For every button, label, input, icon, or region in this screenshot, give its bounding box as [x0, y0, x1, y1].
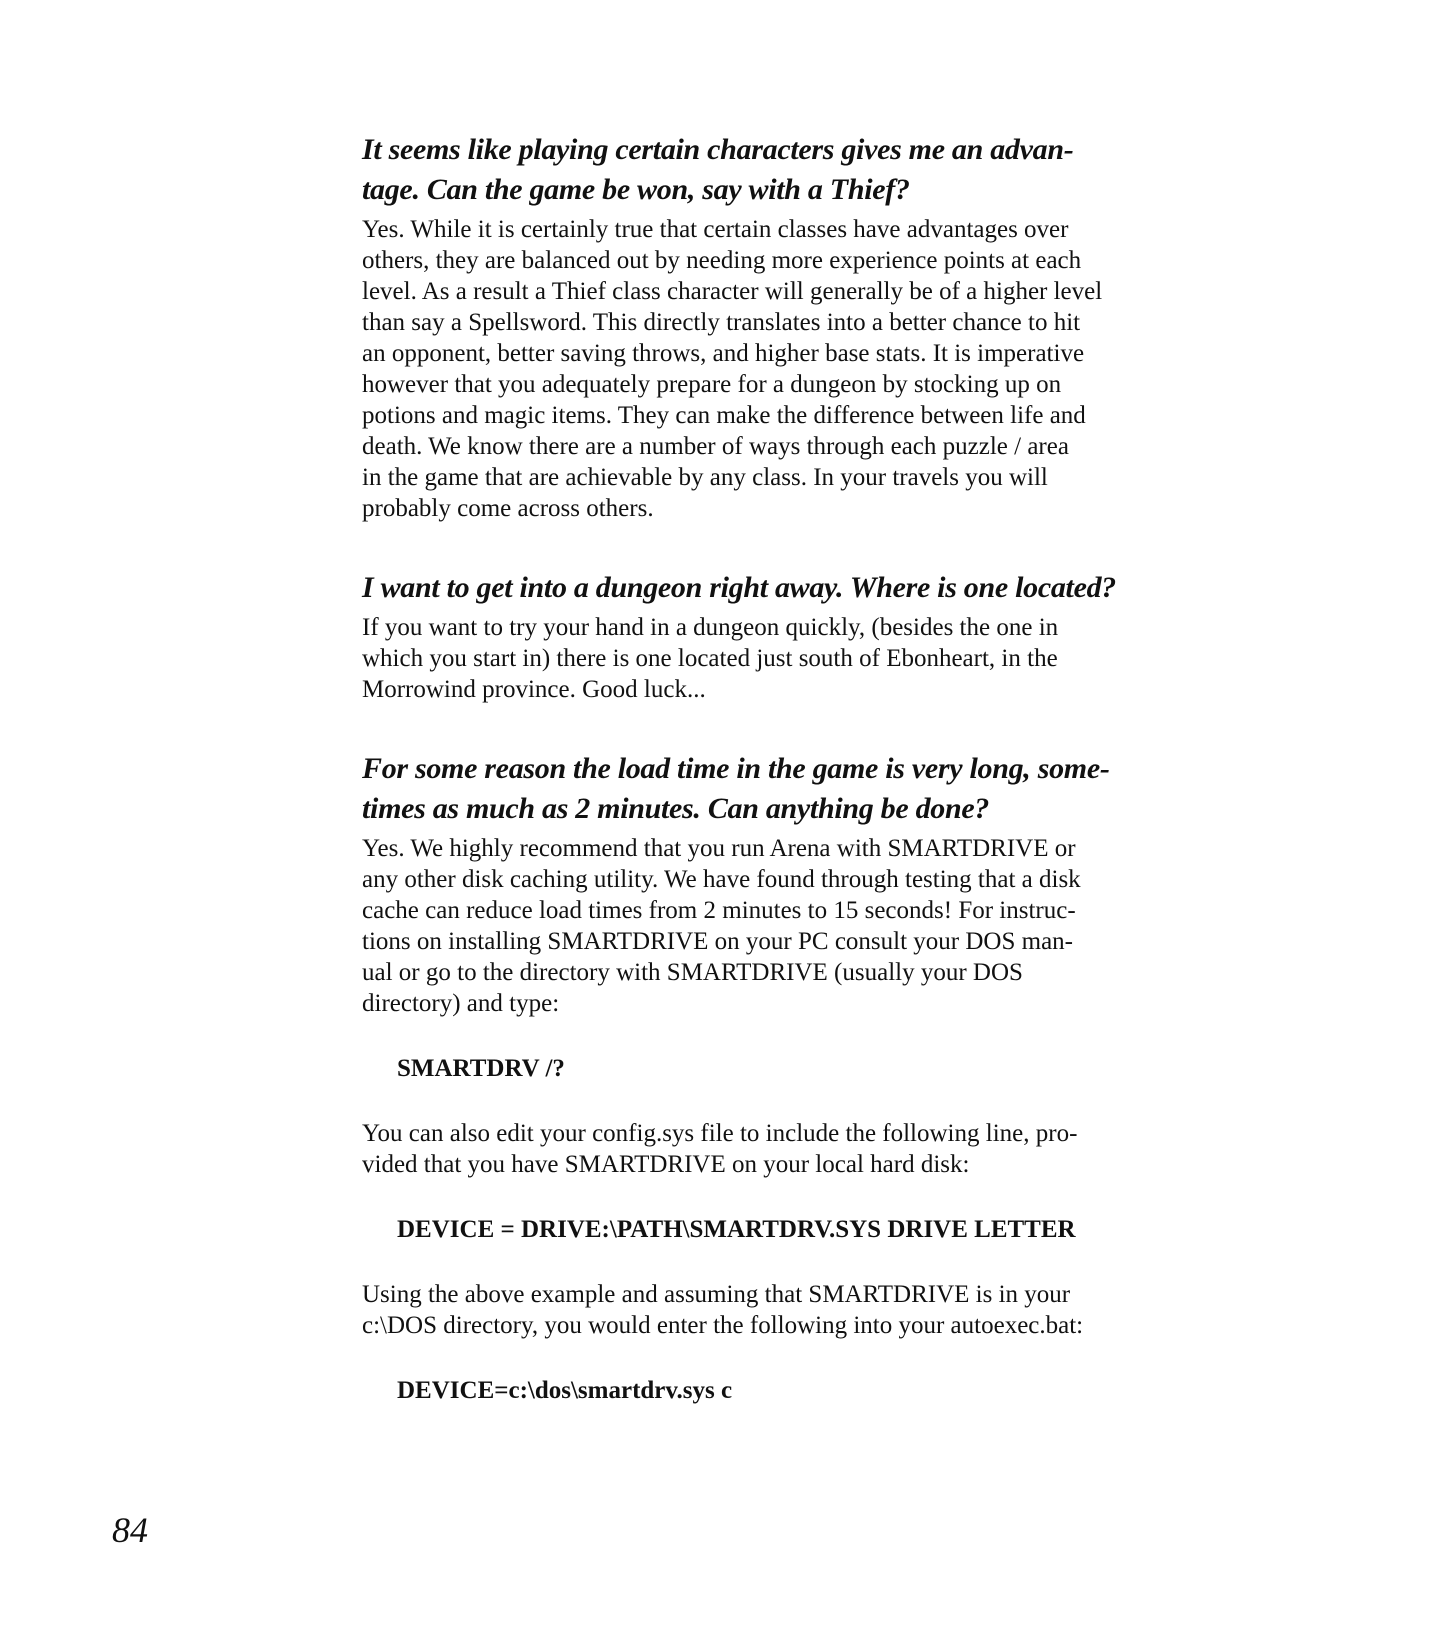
- answer-line: directory) and type:: [362, 990, 560, 1017]
- answer-line: others, they are balanced out by needing more experience points at each: [362, 247, 1082, 274]
- command-device-example: DEVICE=c:\dos\smartdrv.sys c: [397, 1377, 733, 1404]
- answer-line: Yes. We highly recommend that you run Arena with SMARTDRIVE or: [362, 835, 1076, 862]
- answer-line: any other disk caching utility. We have found through testing that a disk: [362, 866, 1081, 893]
- autoexec-paragraph: [362, 1279, 1162, 1341]
- question-line: times as much as 2 minutes. Can anything be done?: [362, 792, 990, 825]
- answer-line: cache can reduce load times from 2 minutes to 15 seconds! For instruc-: [362, 897, 1076, 924]
- answer-line: Morrowind province. Good luck...: [362, 676, 706, 703]
- answer-line: You can also edit your config.sys file to include the following line, pro-: [362, 1120, 1078, 1147]
- page-number: 84: [112, 1510, 148, 1550]
- faq-question-dungeon: [362, 568, 1162, 608]
- faq-question-load-time: [362, 749, 1162, 829]
- command-device-template: DEVICE = DRIVE:\PATH\SMARTDRV.SYS DRIVE LETTER: [397, 1216, 1076, 1243]
- config-sys-paragraph: [362, 1118, 1162, 1180]
- answer-line: potions and magic items. They can make the difference between life and: [362, 402, 1086, 429]
- answer-line: an opponent, better saving throws, and higher base stats. It is imperative: [362, 340, 1085, 367]
- question-line: For some reason the load time in the game is very long, some-: [362, 752, 1110, 785]
- answer-line: in the game that are achievable by any class. In your travels you will: [362, 464, 1048, 491]
- answer-line: vided that you have SMARTDRIVE on your local hard disk:: [362, 1151, 970, 1178]
- question-line: tage. Can the game be won, say with a Thief?: [362, 173, 910, 206]
- faq-answer-thief: [362, 214, 1162, 524]
- answer-line: Yes. While it is certainly true that certain classes have advantages over: [362, 216, 1069, 243]
- answer-line: death. We know there are a number of ways through each puzzle / area: [362, 433, 1069, 460]
- answer-line: probably come across others.: [362, 495, 654, 522]
- answer-line: than say a Spellsword. This directly translates into a better chance to hit: [362, 309, 1081, 336]
- faq-question-thief: [362, 130, 1162, 210]
- answer-line: which you start in) there is one located just south of Ebonheart, in the: [362, 645, 1058, 672]
- faq-answer-dungeon: [362, 612, 1162, 705]
- question-line: I want to get into a dungeon right away. Where is one located?: [362, 571, 1116, 604]
- answer-line: ual or go to the directory with SMARTDRIVE (usually your DOS: [362, 959, 1023, 986]
- answer-line: c:\DOS directory, you would enter the following into your autoexec.bat:: [362, 1312, 1084, 1339]
- answer-line: however that you adequately prepare for a dungeon by stocking up on: [362, 371, 1062, 398]
- page-content: [362, 130, 1162, 1406]
- answer-line: If you want to try your hand in a dungeon quickly, (besides the one in: [362, 614, 1059, 641]
- command-smartdrv-help: SMARTDRV /?: [397, 1055, 565, 1082]
- answer-line: level. As a result a Thief class character will generally be of a higher level: [362, 278, 1103, 305]
- faq-answer-load-time: [362, 833, 1162, 1019]
- answer-line: Using the above example and assuming that SMARTDRIVE is in your: [362, 1281, 1071, 1308]
- question-line: It seems like playing certain characters gives me an advan-: [362, 133, 1074, 166]
- answer-line: tions on installing SMARTDRIVE on your PC consult your DOS man-: [362, 928, 1074, 955]
